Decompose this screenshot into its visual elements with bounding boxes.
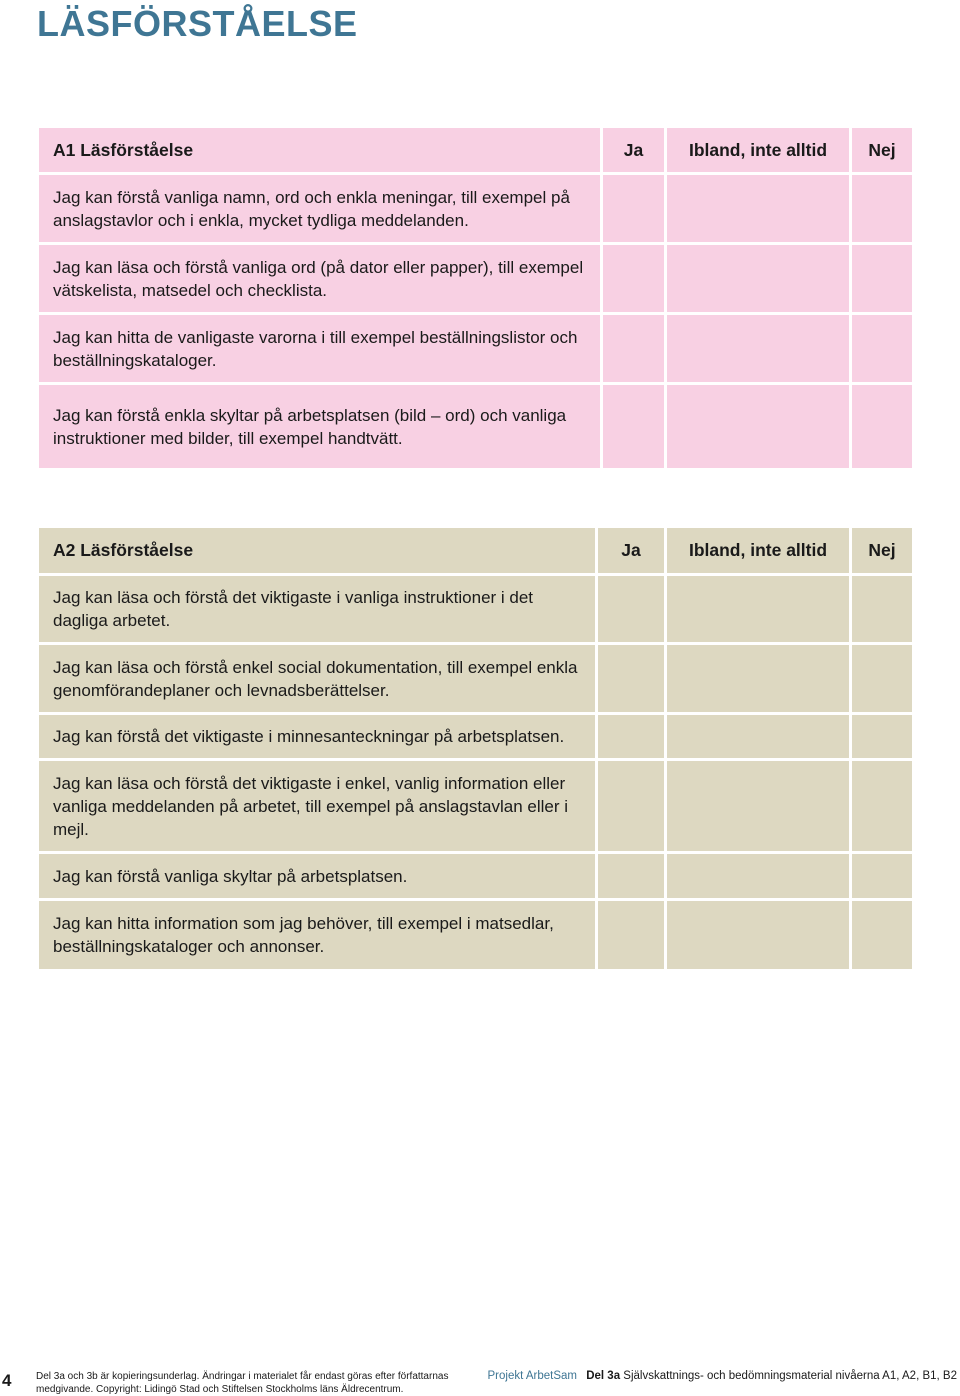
- a2-header-row: [38, 527, 914, 575]
- table-row: [38, 174, 914, 244]
- table-row: [38, 314, 914, 384]
- a1-ja-cell[interactable]: [602, 384, 666, 470]
- a2-ibland-cell[interactable]: [666, 900, 851, 971]
- table-row: [38, 714, 914, 760]
- a1-nej-cell[interactable]: [851, 314, 914, 384]
- a1-ibland-cell[interactable]: [666, 384, 851, 470]
- a2-ja-cell[interactable]: [597, 760, 666, 853]
- a2-ibland-cell[interactable]: [666, 714, 851, 760]
- a2-nej-cell[interactable]: [851, 575, 914, 644]
- a2-ja-cell[interactable]: [597, 575, 666, 644]
- a2-col-ja: Ja: [597, 527, 666, 575]
- a2-ja-cell[interactable]: [597, 714, 666, 760]
- a1-nej-cell[interactable]: [851, 244, 914, 314]
- a1-ja-cell[interactable]: [602, 314, 666, 384]
- page-title: LÄSFÖRSTÅELSE: [37, 3, 358, 44]
- a1-col-nej: Nej: [851, 127, 914, 174]
- a2-ja-cell[interactable]: [597, 853, 666, 900]
- footer-project: Projekt ArbetSam: [487, 1370, 577, 1382]
- a2-ibland-cell[interactable]: [666, 575, 851, 644]
- table-row: [38, 900, 914, 971]
- table-row: [38, 575, 914, 644]
- a1-reading-table: [36, 125, 915, 471]
- table-row: [38, 760, 914, 853]
- a1-ibland-cell[interactable]: [666, 314, 851, 384]
- footer-description: Självskattnings- och bedömningsmaterial nivåerna A1, A2, B1, B2: [623, 1370, 957, 1382]
- a1-statement: Jag kan förstå vanliga namn, ord och enkla meningar, till exempel på anslagstavlor och i enkla, mycket tydliga meddelanden.: [38, 174, 602, 244]
- a1-col-ja: Ja: [602, 127, 666, 174]
- page-number: 4: [2, 1371, 12, 1390]
- a1-ibland-cell[interactable]: [666, 244, 851, 314]
- a1-statement: Jag kan hitta de vanligaste varorna i till exempel beställningslistor och beställningskataloger.: [38, 314, 602, 384]
- a2-statement: Jag kan förstå det viktigaste i minnesanteckningar på arbetsplatsen.: [38, 714, 597, 760]
- a1-nej-cell[interactable]: [851, 384, 914, 470]
- a1-col-ibland: Ibland, inte alltid: [666, 127, 851, 174]
- a1-statement: Jag kan läsa och förstå vanliga ord (på dator eller papper), till exempel vätskelista, matsedel och checklista.: [38, 244, 602, 314]
- a2-ja-cell[interactable]: [597, 900, 666, 971]
- a1-statement: Jag kan förstå enkla skyltar på arbetsplatsen (bild – ord) och vanliga instruktioner med bilder, till exempel handtvätt.: [38, 384, 602, 470]
- table-row: [38, 644, 914, 714]
- a2-header-title: A2 Läsförståelse: [38, 527, 597, 575]
- a1-nej-cell[interactable]: [851, 174, 914, 244]
- a1-header-title: A1 Läsförståelse: [38, 127, 602, 174]
- a1-ja-cell[interactable]: [602, 244, 666, 314]
- a2-ibland-cell[interactable]: [666, 760, 851, 853]
- a2-nej-cell[interactable]: [851, 900, 914, 971]
- a2-nej-cell[interactable]: [851, 714, 914, 760]
- a2-col-nej: Nej: [851, 527, 914, 575]
- a2-reading-table: [36, 525, 915, 972]
- a2-nej-cell[interactable]: [851, 760, 914, 853]
- copyright-note: Del 3a och 3b är kopieringsunderlag. Ändringar i materialet får endast göras efter författarnas medgivande. Copyright: Lidingö Stad och Stiftelsen Stockholms läns Äldrecentrum.: [36, 1371, 449, 1395]
- a1-ja-cell[interactable]: [602, 174, 666, 244]
- a2-statement: Jag kan läsa och förstå det viktigaste i vanliga instruktioner i det dagliga arbetet.: [38, 575, 597, 644]
- a1-ibland-cell[interactable]: [666, 174, 851, 244]
- a2-statement: Jag kan förstå vanliga skyltar på arbetsplatsen.: [38, 853, 597, 900]
- a2-col-ibland: Ibland, inte alltid: [666, 527, 851, 575]
- a2-nej-cell[interactable]: [851, 644, 914, 714]
- a2-statement: Jag kan läsa och förstå enkel social dokumentation, till exempel enkla genomförandeplaner och levnadsberättelser.: [38, 644, 597, 714]
- a2-ibland-cell[interactable]: [666, 644, 851, 714]
- a1-header-row: [38, 127, 914, 174]
- footer-part: Del 3a: [586, 1370, 621, 1382]
- table-row: [38, 384, 914, 470]
- a2-statement: Jag kan hitta information som jag behöver, till exempel i matsedlar, beställningskataloger och annonser.: [38, 900, 597, 971]
- table-row: [38, 853, 914, 900]
- a2-ibland-cell[interactable]: [666, 853, 851, 900]
- table-row: [38, 244, 914, 314]
- a2-ja-cell[interactable]: [597, 644, 666, 714]
- a2-statement: Jag kan läsa och förstå det viktigaste i enkel, vanlig information eller vanliga meddelanden på arbetet, till exempel på anslagstavlan eller i mejl.: [38, 760, 597, 853]
- footer-project-info: [488, 1370, 957, 1382]
- a2-nej-cell[interactable]: [851, 853, 914, 900]
